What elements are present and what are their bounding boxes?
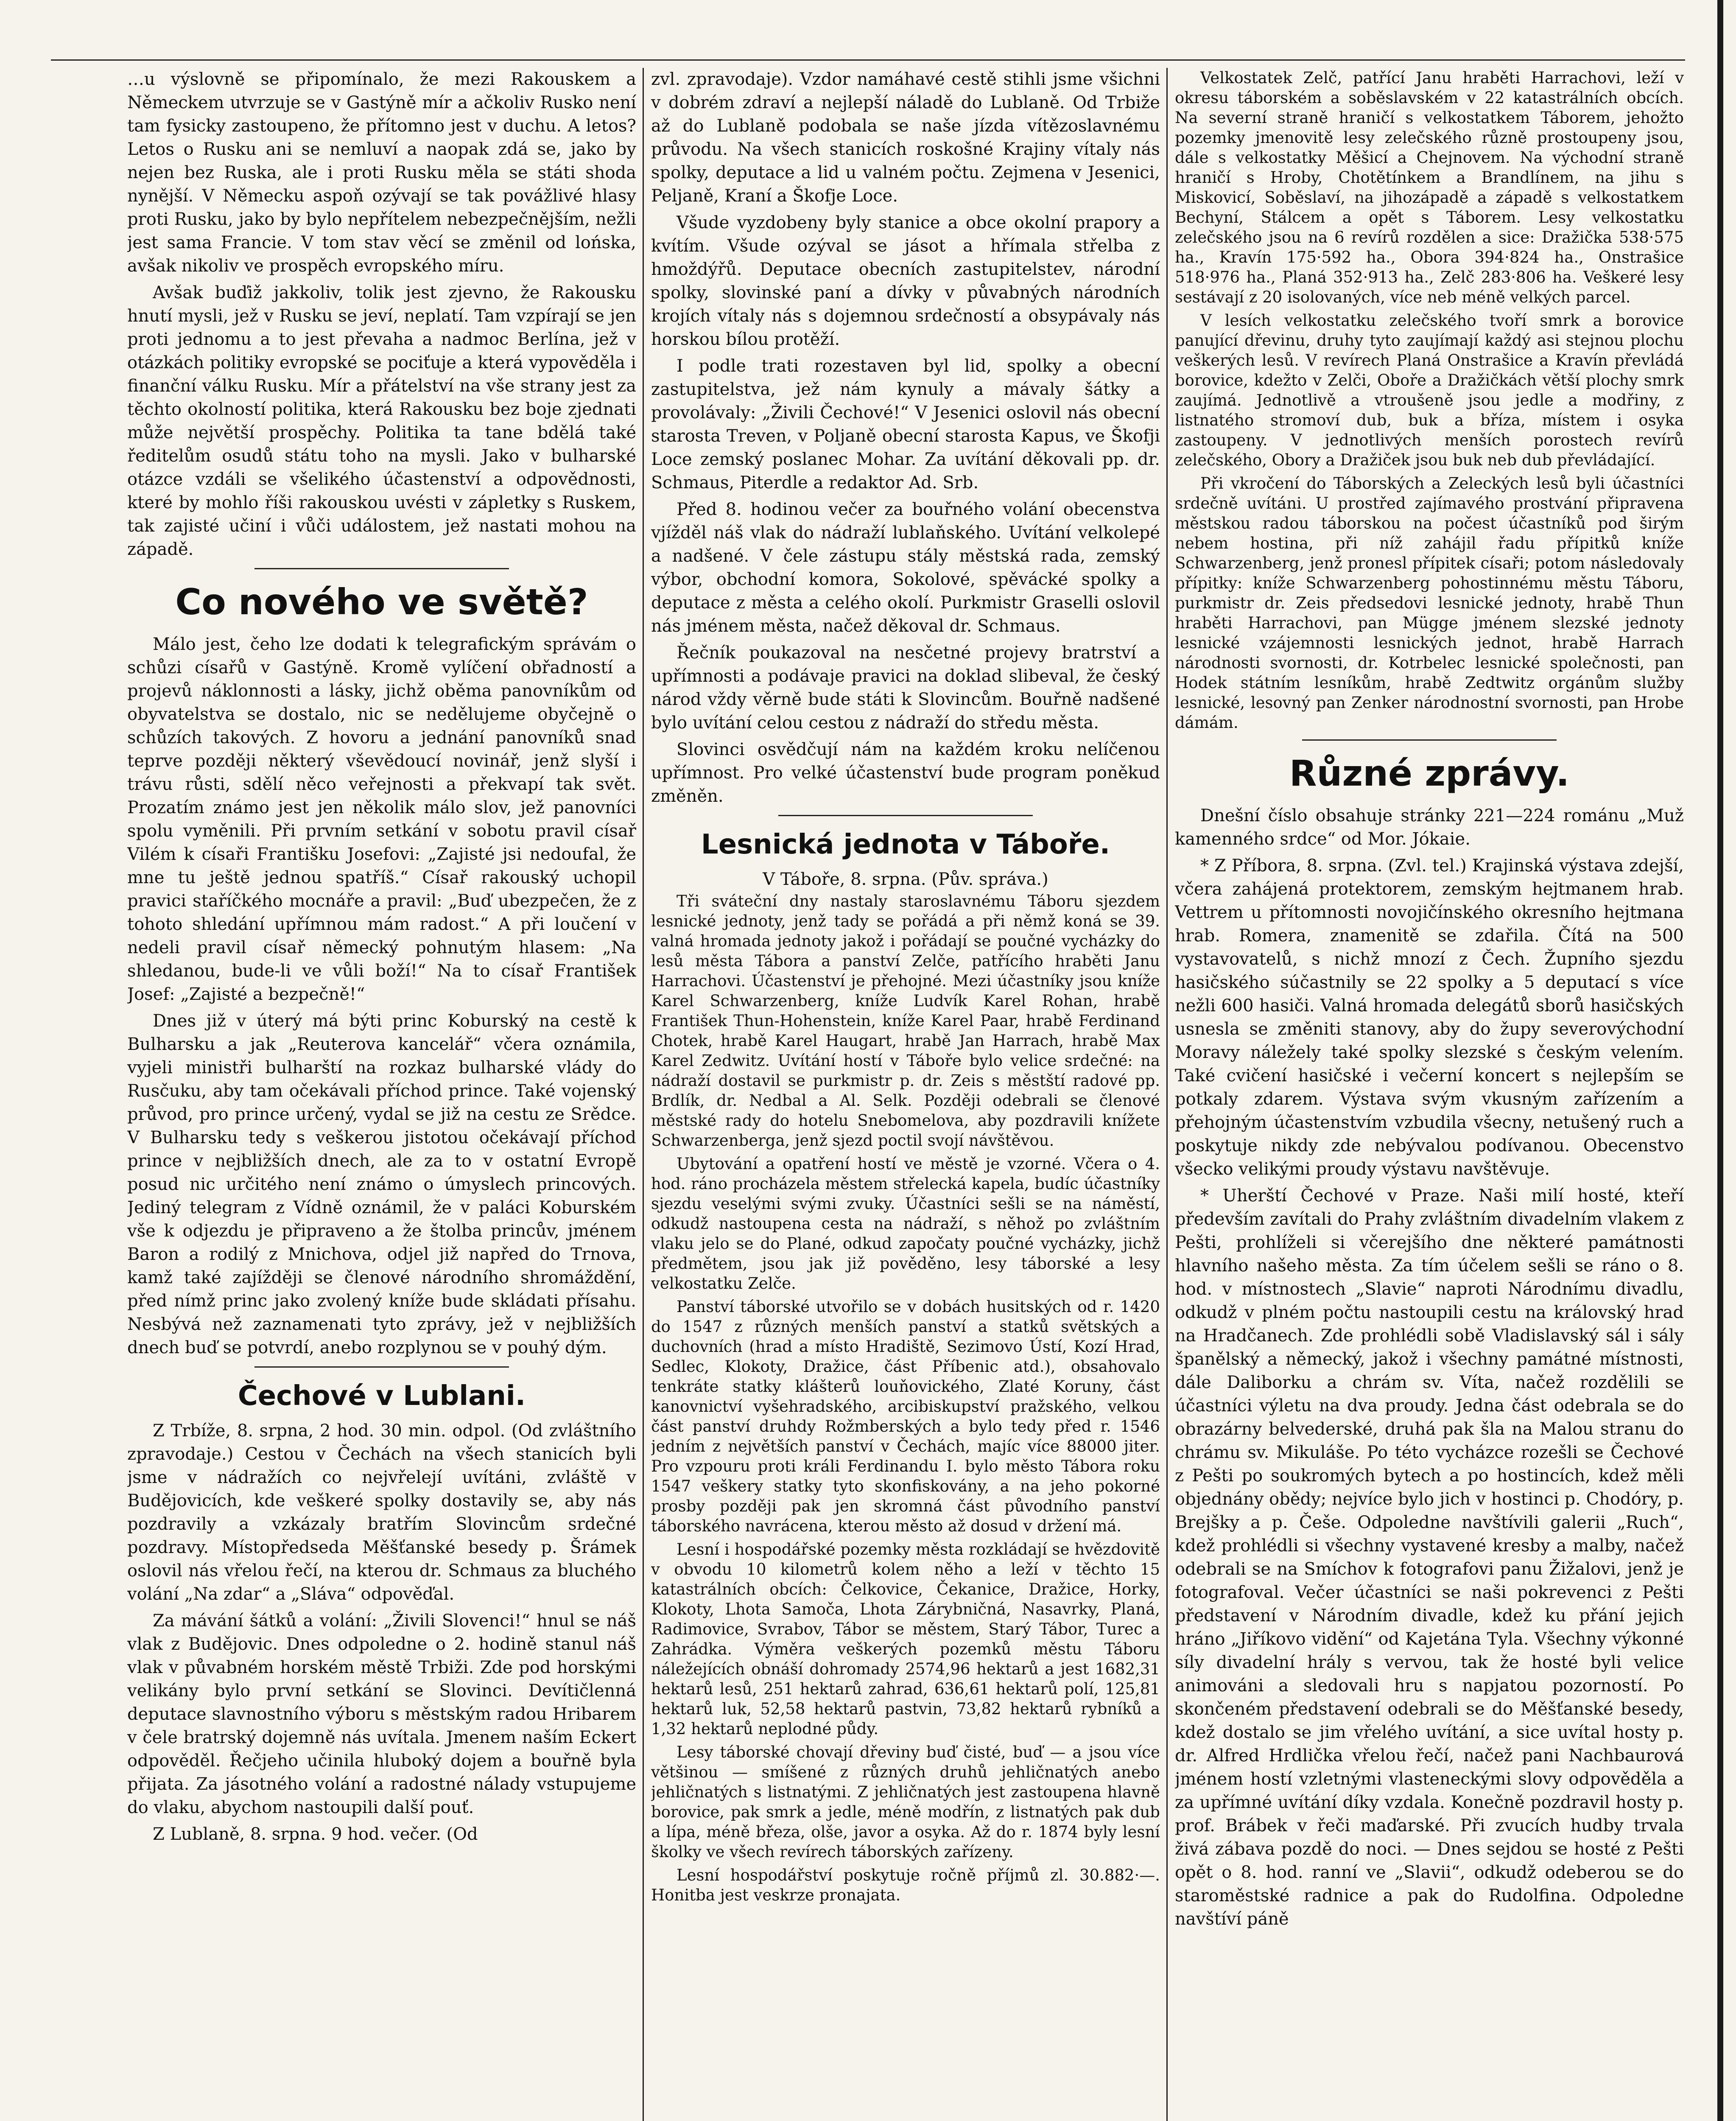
article-paragraph: Avšak buďiž jakkoliv, tolik jest zjevno, že Rakousku hnutí mysli, jež v Rusku se jeví, neplatí. Tam vzpírají se jen proti jednomu a to jest převaha a nadmoc Berlína, jež v otázkách politiky evropské se pociťuje a která vypověděla i finanční válku Rusku. Mír a přátelství na vše strany jest za těchto okolností politika, která Rakousku bez boje zjednati může největší prospěchy. Politika ta tane bdělá také ředitelům osudů státu toho na mysli. Jako v bulharské otázce vzdáli se všelikého účastenství a odpovědnosti, které by mohlo říši rakouskou uvésti v zápletky s Ruskem, tak zajisté učiní i vůči událostem, jež nastati mohou na západě.: [127, 283, 636, 559]
article-paragraph: Lesy táborské chovají dřeviny buď čisté, buď — a jsou více většinou — smíšené z různých druhů jehličnatých anebo jehličnatých s listnatými. Z jehličnatých jest zastoupena hlavně borovice, pak smrk a jedle, méně modřín, z listnatých pak dub a lípa, méně březa, olše, javor a osyka. Až do r. 1874 byly lesní školky ve všech revírech táborských zařízeny.: [651, 1743, 1160, 1861]
column-2: [651, 68, 1160, 2121]
article-paragraph: Slovinci osvědčují nám na každém kroku nelíčenou upřímnost. Pro velké účastenství bude program poněkud změněn.: [651, 740, 1160, 806]
section-heading-cechove-v-lublani: Čechové v Lublani.: [238, 1380, 526, 1412]
article-paragraph: Za mávání šátků a volání: „Živili Slovenci!“ hnul se náš vlak z Budějovic. Dnes odpoledne o 2. hodině stanul náš vlak v půvabném horském městě Trbiži. Zde pod horskými velikány bylo první setkání se Slovinci. Devítičlenná deputace slavnostního výboru s městským radou Hribarem v čele bratrský dojemně nás uvítala. Jmenem naším Eckert odpověděl. Řečjeho učinila hluboký dojem a bouřně byla přijata. Za jásotného volání a radostné nálady vstupujeme do vlaku, abychom nastoupili další pouť.: [127, 1611, 636, 1817]
article-paragraph: Lesní hospodářství poskytuje ročně příjmů zl. 30.882·—. Honitba jest veskrze pronajata.: [651, 1866, 1160, 1904]
dateline: V Táboře, 8. srpna. (Pův. správa.): [763, 870, 1048, 889]
section-divider: [254, 568, 509, 569]
article-paragraph: Ubytování a opatření hostí ve městě je vzorné. Včera o 4. hod. ráno procházela městem střelecká kapela, budíc účastníky sjezdu veselými svými zvuky. Účastníci sešli se na náměstí, odkudž nastoupena cesta na nádraží, s něhož po zvláštním vlaku jelo se do Plané, odkud započaty poučné vycházky, jichž předmětem, jsou jak již pověděno, lesy táborské a lesy velkostatku Zelče.: [651, 1155, 1160, 1293]
article-paragraph: Řečník poukazoval na nesčetné projevy bratrství a upřímnosti a podávaje pravici na doklad slibeval, že český národ vždy věrně bude státi k Slovincům. Bouřně nadšené bylo uvítání celou cestou z nádraží do středu města.: [651, 643, 1160, 733]
section-heading-lesnicka-jednota: Lesnická jednota v Táboře.: [701, 829, 1110, 860]
small-print-block: [1175, 68, 1684, 733]
article-paragraph: zvl. zpravodaje). Vzdor namáhavé cestě stihli jsme všichni v dobrém zdraví a nejlepší náladě do Lublaně. Od Trbiže až do Lublaně podobala se naše jízda vítězoslavnému průvodu. Na všech stanicích roskošné Krajiny vítaly nás spolky, deputace a lid u valném počtu. Zejmena v Jesenici, Peljaně, Kraní a Škofje Loce.: [651, 70, 1160, 206]
article-paragraph: Z Lublaně, 8. srpna. 9 hod. večer. (Od: [153, 1824, 478, 1844]
article-paragraph: Z Trbíže, 8. srpna, 2 hod. 30 min. odpol. (Od zvláštního zpravodaje.) Cestou v Čechách na všech stanicích byli jsme v nádražích co nejvřelejí uvítáni, zvláště v Budějovicích, kde veškeré spolky dostavily se, aby nás pozdravily a vzkázaly bratřím Slovincům srdečné pozdravy. Místopředseda Měšťanské besedy p. Šrámek oslovil nás vřelou řečí, na kterou dr. Schmaus za bluchého volání „Na zdar“ a „Sláva“ odpověďal.: [127, 1421, 636, 1604]
section-divider: [1302, 739, 1557, 741]
column-1: [127, 68, 636, 2121]
article-paragraph: I podle trati rozestaven byl lid, spolky a obecní zastupitelstva, jež nám kynuly a mávaly šátky a provolávaly: „Živili Čechové!“ V Jesenici oslovil nás obecní starosta Treven, v Poljaně obecní starosta Kapus, ve Škofji Loce zemský poslanec Mohar. Za uvítání děkovali pp. dr. Schmaus, Piterdle a redaktor Ad. Srb.: [651, 356, 1160, 492]
article-paragraph: Panství táborské utvořilo se v dobách husitských od r. 1420 do 1547 z různých menších panství a statků světských a duchovních (hrad a místo Hradiště, Sezimovo Ústí, Kozí Hrad, Sedlec, Klokoty, Dražice, část Příbenic atd.), obsahovalo tenkráte statky klášterů louňovického, Zlaté Koruny, část kanovnictví vyšehradského, arcibiskupství pražského, velkou část panství druhdy Rožmberských a bylo tedy před r. 1546 jedním z největších panství v Čechách, majíc více 88000 jiter. Pro vzpouru proti králi Ferdinandu I. bylo město Tábora roku 1547 veškery statky tyto skonfiskovány, a na jeho pokorné prosby později pak jen skromná část původního panství táborského navrácena, kterou město až dosud v držení má.: [651, 1298, 1160, 1535]
article-paragraph: Tři sváteční dny nastaly staroslavnému Táboru sjezdem lesnické jednoty, jenž tady se pořádá a při němž koná se 39. valná hromada jednoty jakož i pořádají se poučné vycházky do lesů města Tábora a panství Zelče, patřícího hraběti Janu Harrachovi. Účastenství je přehojné. Mezi účastníky jsou knížе Karel Schwarzenberg, kníže Ludvík Karel Rohan, hrabě František Thun-Hohenstein, kníže Karel Paar, hrabě Ferdinand Chotek, hrabě Karel Haugart, hrabě Jan Harrach, hrabě Max Karel Zedwitz. Uvítání hostí v Táboře bylo velice srdečné: na nádraží dostavil se purkmistr p. dr. Zeis s městští radové pp. Brdlík, dr. Nedbal a Al. Selk. Později odebrali se členové městské rady do hotelu Snebomelova, aby pozdravili knížete Schwarzenberga, jenž sjezd poctil svojí návštěvou.: [651, 892, 1160, 1150]
article-paragraph: Velkostatek Zelč, patřící Janu hraběti Harrachovi, leží v okresu táborském a soběslavském v 22 katastrálních obcích. Na severní straně hraničí s velkostatkem Táborem, jehožto pozemky jmenovitě lesy zelečského různě prostoupeny jsou, dále s velkostatky Měšicí a Chejnovem. Na východní straně hraničí s Hroby, Chotětínkem a Brandlínem, na jihu s Miskovicí, Soběslaví, na jihozápadě a západě s velkostatkem Bechyní, Stálcem a opět s Táborem. Lesy velkostatku zelečského jsou na 6 revírů rozdělen a sice: Dražička 538·575 ha., Kravín 175·592 ha., Obora 394·824 ha., Onstrašice 518·976 ha., Planá 352·913 ha., Zelč 283·806 ha. Veškeré lesy sestávají z 20 isolovaných, více neb méně velkých parcel.: [1175, 69, 1684, 306]
article-paragraph: Před 8. hodinou večer za bouřného volání obecenstva vjížděl náš vlak do nádraží lublaňského. Uvítání velkolepé a nadšené. V čele zástupu stály městská rada, zemský výbor, obchodní komora, Sokolové, spěvácké spolky a deputace z města a celého okolí. Purkmistr Graselli oslovil nás jménem města, načež děkoval dr. Schmaus.: [651, 500, 1160, 636]
article-paragraph: V lesích velkostatku zelečského tvoří smrk a borovice panující dřevinu, druhy tyto zaujímají každý asi stejnou plochu veškerých lesů. V revírech Planá Onstrašice a Kravín převládá borovice, kdežto v Zelči, Oboře a Dražičkách větší plochy smrk zaujímá. Jednotlivě a vtroušeně jsou jedle a modřiny, z listnatého stromoví dub, buk a bříza, místem i osyka zastoupeny. V jednotlivých menších porostech revírů zelečského, Obory a Dražiček jsou buk neb dub převládající.: [1175, 311, 1684, 469]
article-paragraph: Všude vyzdobeny byly stanice a obce okolní prapory a kvítím. Všude ozýval se jásot a hřímala střelba z hmoždýřů. Deputace obecních zastupitelstev, národní spolky, slovinské paní a dívky v půvabných národních krojích vítaly nás s dojemnou srdečností a obsypávaly nás horskou bílou protěží.: [651, 213, 1160, 349]
article-paragraph: Při vkročení do Táborských a Zeleckých lesů byli účastníci srdečně uvítáni. U prostřed zajímavého prostvání připravena městskou radou táborskou na počest účastníků pod širým nebem hostina, při níž zahájil řadu přípitků kníže Schwarzenberg, jenž pronesl přípitek císaři; potom následovaly přípitky: kníže Schwarzenberg pohostinnému městu Táboru, purkmistr dr. Zeis předsedovi lesnické jednoty, hrabě Thun hraběti Harrachovi, pan Mügge jménem slezské jednoty lesnické vzájemnosti lesnických jednot, hrabě Harrach národnosti svornosti, dr. Kotrbelec lesnické společnosti, pan Hodek státním lesníkům, hrabě Zedtwitz orgánům služby lesnické, lesovný pan Zenker národnostní svornosti, pan Hrobe dámám.: [1175, 474, 1684, 732]
section-divider: [778, 815, 1033, 816]
column-divider: [643, 68, 644, 2121]
small-print-block: [651, 891, 1160, 1905]
column-3: [1175, 68, 1684, 2121]
top-rule: [51, 59, 1685, 61]
column-divider: [1166, 68, 1168, 2121]
article-paragraph: * Z Příbora, 8. srpna. (Zvl. tel.) Krajinská výstava zdejší, včera zahájená protektorem, zemským hejtmanem hrab. Vettrem u přítomnosti novojičínského okresního hejtmana hrab. Romera, znamenitě se zdařila. Čítá na 500 vystavovatelů, s nichž mnozí z Čech. Župního sjezdu hasičského súčastnily se 22 spolky a 5 deputací s více nežli 600 hasiči. Valná hromada delegátů sborů hasičských usnesla se změniti stanovy, aby do župy severovýchodní Moravy náležely také spolky slezské s českým velením. Také cvičení hasičské i večerní koncert s nejlepším se potkaly zdarem. Výstava svým vkusným zařízením a přehojným účastenstvím vzbudila všecny, netušený ruch a poskytuje nikdy zde nebývalou podívanou. Obecenstvo všecko velikými proudy výstavu navštěvuje.: [1175, 856, 1684, 1179]
page-edge: [1717, 0, 1723, 2121]
section-heading-co-noveho: Co nového ve světě?: [175, 581, 588, 623]
article-paragraph: Dnes již v úterý má býti princ Koburský na cestě k Bulharsku a jak „Reuterova kancelář“ včera oznámila, vyjeli ministři bulharští na rozkaz bulharské vlády do Rusčuku, aby tam očekávali příchod prince. Také vojenský průvod, pro prince určený, vydal se již na cestu ze Srědce. V Bulharsku tedy s veškerou jistotou očekávají příchod prince v nejbližších dnech, ale za to v ostatní Evropě posud nic určitého není známo o úmyslech princových. Jediný telegram z Vídně oznámil, že v paláci Koburském vše k odjezdu je připraveno a že štolba princův, jménem Baron a rodilý z Mnichova, odjel již napřed do Trnova, kamž také zajížději se členové národního shromáždění, před nímž princ jako zvolený kníže bude skládati přísahu. Nesbývá než zaznamenati tyto zprávy, jež v nejbližších dnech buď se potvrdí, anebo rozplynou se v pouhý dým.: [127, 1011, 636, 1357]
section-heading-ruzne-zpravy: Různé zprávy.: [1289, 753, 1570, 794]
article-paragraph: * Uherští Čechové v Praze. Naši milí hosté, kteří především zavítali do Prahy zvláštním divadelním vlakem z Pešti, prohlíželi si včerejšího dne některé památnosti hlavního našeho města. Za tím účelem sešli se ráno o 8. hod. v místnostech „Slavie“ naproti Národnímu divadlu, odkudž v plném počtu nastoupili cestu na královský hrad na Hradčanech. Zde prohlédli sobě Vladislavský sál i sály španělský a německý, jakož i všechny památné místnosti, dále Daliborku a chrám sv. Víta, načež rozdělili se účastníci výletu na dva proudy. Jedna část odebrala se do obrazárny belvederské, druhá pak šla na Malou stranu do chrámu sv. Mikuláše. Po této vycházce rozešli se Čechové z Pešti po soukromých bytech a po hostincích, kdež měli objednány obědy; nejvíce bylo jich v hostinci p. Chodóry, p. Brejšky a p. Češe. Odpoledne navštívili galerii „Ruch“, kdež prohlédli si všechny vystavené kresby a malby, načež odebrali se na Smíchov k fotografovi panu Žižalovi, jenž je fotografoval. Večer účastníci se naši pokrevenci z Pešti představení v Národním divadle, kdež ku přání jejich hráno „Jiříkovo vidění“ od Kajetána Tyla. Všechny výkonné síly divadelní hrály s vervou, tak že hosté byli velice animováni a sledovali hru s napjatou pozorností. Po skončeném představení odebrali se do Měšťanské besedy, kdež dostalo se jim vřelého uvítání, a sice uvítal hosty p. dr. Alfred Hrdlička vřelou řečí, načež pani Nachbaurová jménem hostí vzletnými vlasteneckými slovy odpověděla a za upřímné uvítání díky vzdala. Konečně pozdravil hosty p. prof. Brábek v řeči maďarské. Při zvucích hudby trvala živá zábava pozdě do noci. — Dnes sejdou se hosté z Pešti opět o 8. hod. ranní ve „Slavii“, odkudž odeberou se do staroměstské radnice a pak do Rudolfina. Odpoledne navštíví páně: [1175, 1186, 1684, 1929]
section-divider: [254, 1366, 509, 1368]
article-paragraph: …u výslovně se připomínalo, že mezi Rakouskem a Německem utvrzuje se v Gastýně mír a ačkoliv Rusko není tam fysicky zastoupeno, že přítomno jest v duchu. A letos? Letos o Rusku ani se nemluví a naopak zdá se, jako by nejen bez Ruska, ale i proti Rusku měla se státi shoda nynější. V Německu aspoň ozývají se tak povážlivé hlasy proti Rusku, jako by bylo nepřítelem nebezpečnějším, nežli jest sama Francie. V tom stav věcí se změnil od lońska, avšak nikoliv ve prospěch evropského míru.: [127, 70, 636, 276]
article-paragraph: Dnešní číslo obsahuje stránky 221—224 románu „Muž kamenného srdce“ od Mor. Jókaie.: [1175, 806, 1684, 849]
article-paragraph: Málo jest, čeho lze dodati k telegrafickým správám o schůzi císařů v Gastýně. Kromě vylíčení obřadností a projevů náklonnosti a lásky, jichž oběma panovníkům od obyvatelstva se dostalo, nic se nedělujeme obyčejně o schůzích takových. Z hovoru a jednání panovníků snad teprve později některý vševědoucí novinář, jenž slyší i trávu růsti, sdělí něco veřejnosti a překvapí tak svět. Prozatím známo jest jen několik málo slov, jež panovníci spolu vyměnili. Při prvním setkání v sobotu pravil císař Vilém k císaři Františku Josefovi: „Zajisté jsi nedoufal, že mne tu ještě jednou spatříš.“ Císař rakouský uchopil pravici staříčkého mocnáře a pravil: „Buď ubezpečen, že z tohoto shledání upřímnou mám radost.“ A při loučení v nedeli pravil císař německý pohnutým hlasem: „Na shledanou, bude-li ve vůli boží!“ Na to císař František Josef: „Zajisté a bezpečně!“: [127, 635, 636, 1004]
article-paragraph: Lesní i hospodářské pozemky města rozkládají se hvězdovitě v obvodu 10 kilometrů kolem něho a leží v těchto 15 katastrálních obcích: Čelkovice, Čekanice, Dražice, Horky, Klokoty, Lhota Samoča, Lhota Zárybničná, Nasavrky, Planá, Radimovice, Svrabov, Tábor se městem, Starý Tábor, Turec a Zahrádka. Výměra veškerých pozemků městu Táboru náležejících obnáší dohromady 2574,96 hektarů a jest 1682,31 hektarů lesů, 251 hektarů zahrad, 636,61 hektarů polí, 125,81 hektarů luk, 52,58 hektarů pastvin, 73,82 hektarů rybníků a 1,32 hektarů neplodné půdy.: [651, 1540, 1160, 1738]
